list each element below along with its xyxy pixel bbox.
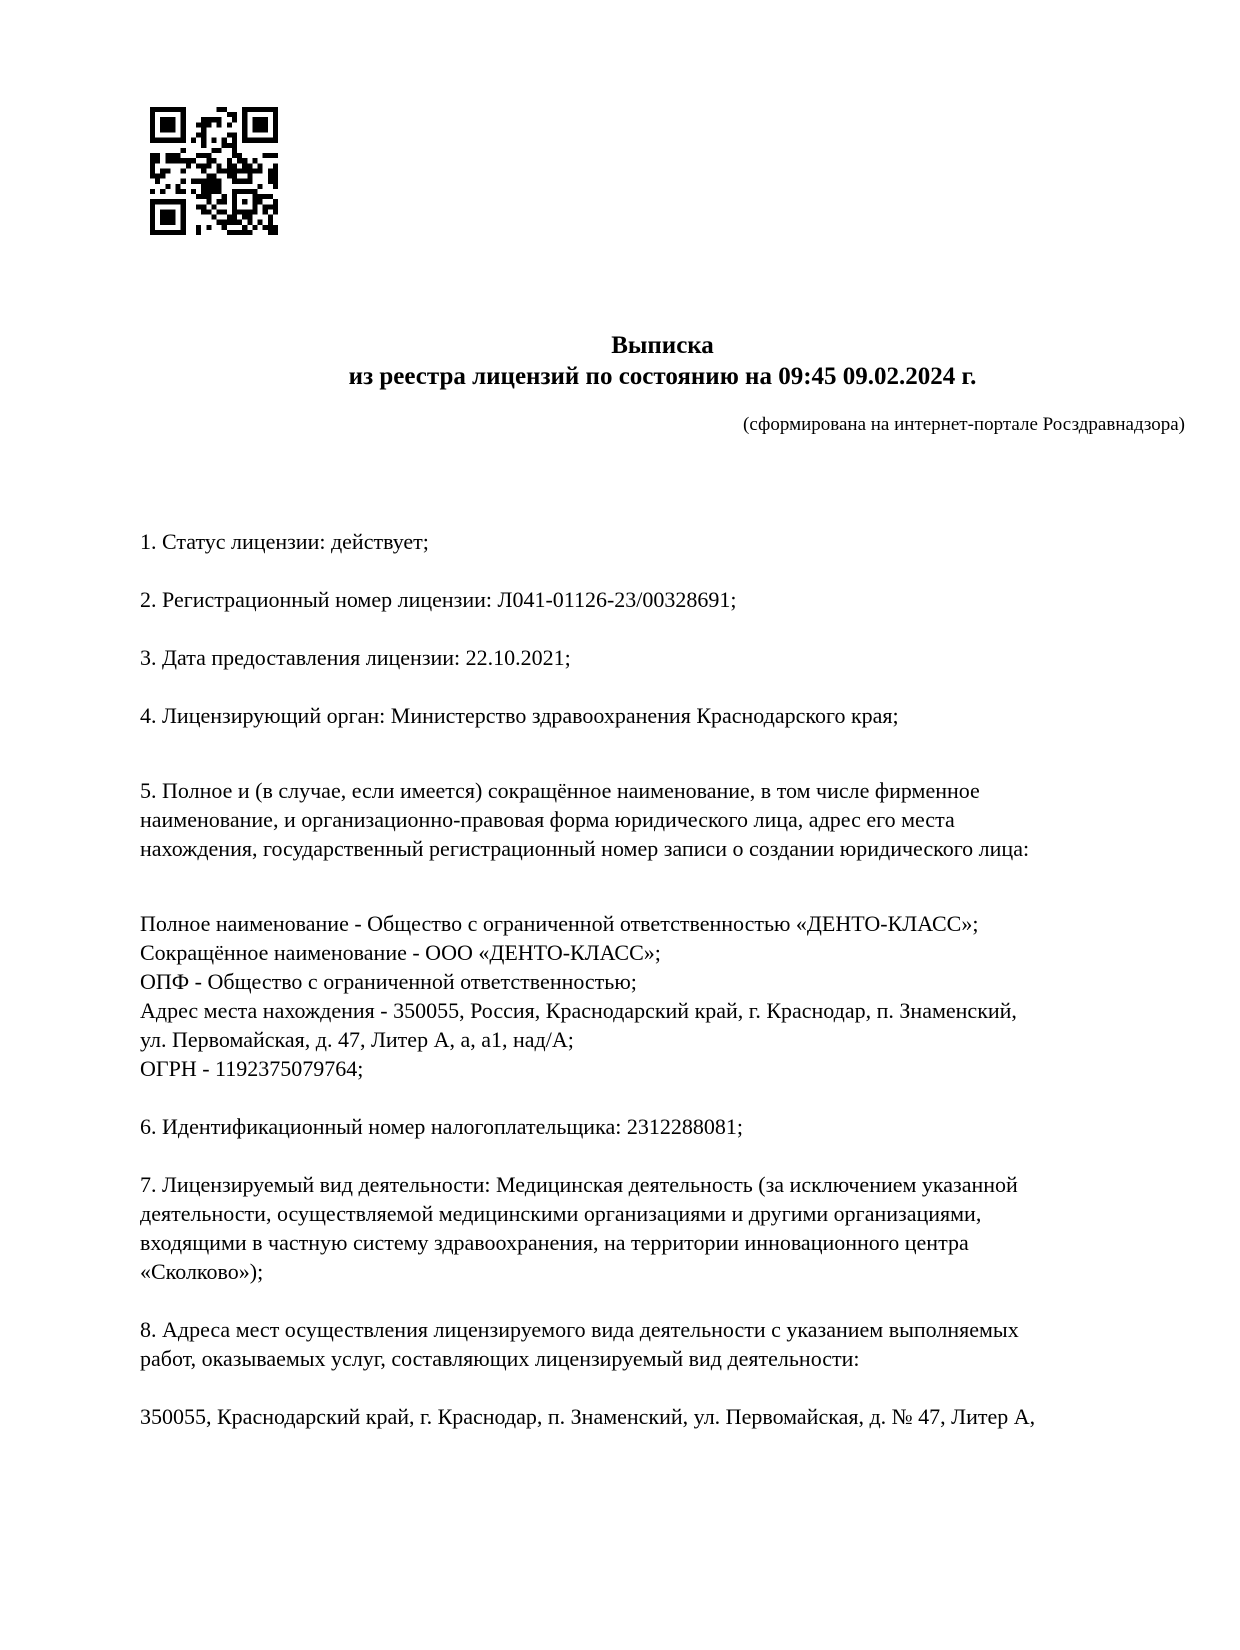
paragraph-licensed-activity [140, 1170, 1185, 1286]
text-line: 350055, Краснодарский край, г. Краснодар, п. Знаменский, ул. Первомайская, д. № 47, Литер А, [140, 1404, 1036, 1429]
paragraph-entity-name-intro [140, 776, 1185, 863]
text-line: работ, оказываемых услуг, составляющих лицензируемый вид деятельности: [140, 1346, 860, 1371]
paragraph-grant-date [140, 643, 1185, 672]
text-line: 3. Дата предоставления лицензии: 22.10.2021; [140, 645, 571, 670]
paragraph-taxpayer-number [140, 1112, 1185, 1141]
text-line: «Сколково»); [140, 1259, 264, 1284]
paragraph-license-status [140, 527, 1185, 556]
title-line-2: из реестра лицензий по состоянию на 09:45 09.02.2024 г. [348, 363, 977, 390]
text-line: нахождения, государственный регистрационный номер записи о создании юридического лица: [140, 836, 1030, 861]
text-line: ОПФ - Общество с ограниченной ответственностью; [140, 969, 637, 994]
paragraph-licensing-authority [140, 701, 1185, 730]
text-line: ул. Первомайская, д. 47, Литер А, а, а1, над/А; [140, 1027, 574, 1052]
text-line: 8. Адреса мест осуществления лицензируемого вида деятельности с указанием выполняемых [140, 1317, 1019, 1342]
text-line: 1. Статус лицензии: действует; [140, 529, 429, 554]
text-line: Полное наименование - Общество с ограниченной ответственностью «ДЕНТО-КЛАСС»; [140, 911, 979, 936]
text-line: входящими в частную систему здравоохранения, на территории инновационного центра [140, 1230, 969, 1255]
title-line-1: Выписка [611, 332, 714, 359]
text-line: наименование, и организационно-правовая форма юридического лица, адрес его места [140, 807, 955, 832]
document-content [140, 0, 1185, 1431]
document-title [140, 330, 1185, 392]
paragraph-registration-number [140, 585, 1185, 614]
paragraph-activity-addresses-intro [140, 1315, 1185, 1373]
document-body [140, 527, 1185, 1431]
text-line: ОГРН - 1192375079764; [140, 1056, 364, 1081]
text-line: 5. Полное и (в случае, если имеется) сокращённое наименование, в том числе фирменное [140, 778, 980, 803]
text-line: деятельности, осуществляемой медицинскими организациями и другими организациями, [140, 1201, 982, 1226]
text-line: Адрес места нахождения - 350055, Россия, Краснодарский край, г. Краснодар, п. Знаменский, [140, 998, 1017, 1023]
text-line: 2. Регистрационный номер лицензии: Л041-01126-23/00328691; [140, 587, 737, 612]
text-line: 4. Лицензирующий орган: Министерство здравоохранения Краснодарского края; [140, 703, 899, 728]
document-subtitle: (сформирована на интернет-портале Росздравнадзора) [743, 414, 1185, 435]
text-line: Сокращённое наименование - ООО «ДЕНТО-КЛАСС»; [140, 940, 661, 965]
text-line: 6. Идентификационный номер налогоплательщика: 2312288081; [140, 1114, 743, 1139]
text-line: 7. Лицензируемый вид деятельности: Медицинская деятельность (за исключением указанной [140, 1172, 1018, 1197]
paragraph-activity-address [140, 1402, 1185, 1431]
paragraph-entity-details [140, 909, 1185, 1083]
